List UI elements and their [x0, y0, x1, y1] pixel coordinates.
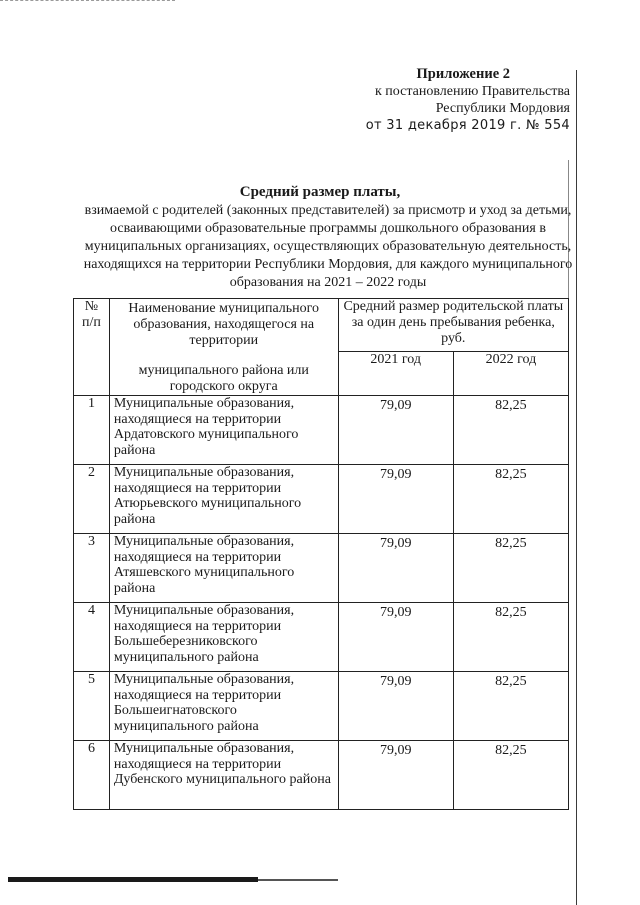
row-value-2021: 79,09 — [338, 396, 453, 465]
scan-artifact-bottom — [8, 877, 258, 882]
row-number: 5 — [74, 672, 110, 741]
row-number: 6 — [74, 741, 110, 810]
header-name — [109, 299, 338, 396]
row-number: 2 — [74, 465, 110, 534]
table-row — [74, 534, 569, 603]
row-name: Муниципальные образования, находящиеся на территории Большеигнатовского муниципального района — [109, 672, 338, 741]
table-row — [74, 603, 569, 672]
row-value-2021: 79,09 — [338, 465, 453, 534]
header-fee: Средний размер родительской платы за один день пребывания ребенка, руб. — [338, 299, 568, 352]
row-name: Муниципальные образования, находящиеся на территории Дубенского муниципального района — [109, 741, 338, 810]
row-number: 1 — [74, 396, 110, 465]
appendix-signature: от 31 декабря 2019 г. № 554 — [365, 118, 570, 133]
header-year-2021: 2021 год — [338, 351, 453, 395]
row-value-2022: 82,25 — [453, 741, 568, 810]
row-value-2022: 82,25 — [453, 465, 568, 534]
header-name-bottom: муниципального района или городского округа — [138, 363, 309, 394]
row-name: Муниципальные образования, находящиеся на территории Ардатовского муниципального района — [109, 396, 338, 465]
document-subtitle: взимаемой с родителей (законных представителей) за присмотр и уход за детьми, осваивающими образовательные программы дошкольного образования в муниципальных организациях, осуществляющих образовательную деятельность, находящихся на территории Республики Мордовия, для каждого муниципального образования на 2021 – 2022 годы — [83, 203, 573, 290]
row-value-2022: 82,25 — [453, 603, 568, 672]
row-value-2021: 79,09 — [338, 741, 453, 810]
row-number: 3 — [74, 534, 110, 603]
row-value-2022: 82,25 — [453, 672, 568, 741]
appendix-block — [366, 66, 570, 134]
fees-table — [73, 298, 569, 810]
row-value-2021: 79,09 — [338, 672, 453, 741]
appendix-heading: Приложение 2 — [416, 66, 510, 82]
appendix-line-1: к постановлению Правительства — [374, 84, 570, 99]
scan-artifact-bottom-2 — [258, 879, 338, 881]
row-value-2021: 79,09 — [338, 603, 453, 672]
table-row — [74, 396, 569, 465]
appendix-line-2: Республики Мордовия — [435, 101, 570, 116]
table-row — [74, 672, 569, 741]
header-num: № п/п — [74, 299, 110, 396]
row-number: 4 — [74, 603, 110, 672]
row-value-2022: 82,25 — [453, 396, 568, 465]
row-name: Муниципальные образования, находящиеся на территории Атяшевского муниципального района — [109, 534, 338, 603]
row-value-2021: 79,09 — [338, 534, 453, 603]
row-name: Муниципальные образования, находящиеся на территории Атюрьевского муниципального района — [109, 465, 338, 534]
table-header-row — [74, 299, 569, 352]
row-value-2022: 82,25 — [453, 534, 568, 603]
header-year-2022: 2022 год — [453, 351, 568, 395]
header-name-top: Наименование муниципального образования, находящегося на территории — [128, 301, 320, 348]
table-row — [74, 465, 569, 534]
row-name: Муниципальные образования, находящиеся на территории Большеберезниковского муниципального района — [109, 603, 338, 672]
table-row — [74, 741, 569, 810]
scan-artifact-top — [0, 0, 175, 7]
document-title: Средний размер платы, — [239, 184, 401, 200]
